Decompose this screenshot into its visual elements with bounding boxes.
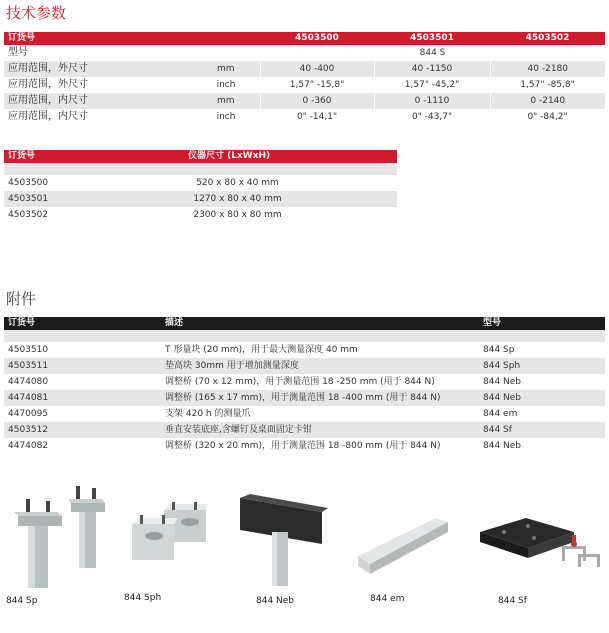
spec-cell: 40 -2180 [490, 61, 605, 77]
acc-row [4, 438, 605, 454]
spec-row [4, 61, 605, 77]
acc-desc: 支架 420 h 的测量爪 [161, 406, 479, 422]
dims-row [4, 175, 397, 191]
spec-row-unit: inch [192, 109, 260, 125]
spec-header-order-no: 订货号 [4, 32, 260, 45]
spec-header-col-2: 4503501 [374, 32, 490, 45]
spec-row-unit: mm [192, 93, 260, 109]
spec-row-unit: mm [192, 61, 260, 77]
product-caption: 844 Sf [498, 596, 527, 606]
acc-desc: 垫高块 30mm 用于增加测量深度 [161, 358, 479, 374]
acc-model: 844 Sph [479, 358, 605, 374]
dims-size: 1270 x 80 x 40 mm [78, 191, 397, 207]
spec-header-row [4, 32, 605, 45]
spec-row [4, 109, 605, 125]
product-image-844-sp [6, 484, 106, 594]
dims-row [4, 191, 397, 207]
dims-order-no: 4503501 [4, 191, 78, 207]
dims-header-size: 仪器尺寸 (LxWxH) [78, 150, 397, 163]
acc-row [4, 358, 605, 374]
acc-table [4, 317, 605, 454]
dims-order-no: 4503502 [4, 207, 78, 223]
spec-row-model [4, 45, 605, 61]
acc-order-no: 4474082 [4, 438, 161, 454]
spec-cell: 1,57" -45,2" [374, 77, 490, 93]
spec-cell: 0 -1110 [374, 93, 490, 109]
spec-row-label: 型号 [4, 45, 192, 61]
product-image-844-sf [474, 514, 602, 584]
spec-cell: 1,57" -85,8" [490, 77, 605, 93]
dims-header-row [4, 150, 397, 163]
acc-model: 844 Neb [479, 390, 605, 406]
spec-row [4, 77, 605, 93]
acc-order-no: 4503510 [4, 342, 161, 358]
spec-row-label: 应用范围，外尺寸 [4, 61, 192, 77]
product-image-844-sph [128, 502, 210, 574]
dims-row [4, 207, 397, 223]
acc-model: 844 Sf [479, 422, 605, 438]
acc-model: 844 Neb [479, 374, 605, 390]
spec-cell: 40 -1150 [374, 61, 490, 77]
acc-header-order-no: 订货号 [4, 317, 161, 330]
spec-row-label: 应用范围，内尺寸 [4, 109, 192, 125]
dims-order-no: 4503500 [4, 175, 78, 191]
spec-cell: 0" -43,7" [374, 109, 490, 125]
acc-row [4, 422, 605, 438]
acc-order-no: 4474081 [4, 390, 161, 406]
acc-row [4, 390, 605, 406]
spec-header-col-3: 4503502 [490, 32, 605, 45]
spec-row [4, 93, 605, 109]
product-caption: 844 em [370, 594, 405, 604]
acc-desc: T 形量块 (20 mm)，用于最大测量深度 40 mm [161, 342, 479, 358]
product-image-844-em [356, 512, 452, 576]
dims-size: 2300 x 80 x 80 mm [78, 207, 397, 223]
spec-row-label: 应用范围，外尺寸 [4, 77, 192, 93]
dims-size: 520 x 80 x 40 mm [78, 175, 397, 191]
acc-desc: 调整桥 (70 x 12 mm)，用于测量范围 18 -250 mm (用于 844 N) [161, 374, 479, 390]
elevation-block-front [132, 515, 178, 560]
spec-cell: 1,57" -15,8" [260, 77, 374, 93]
acc-desc: 垂直安装底座,含螺钉及桌面固定卡钳 [161, 422, 479, 438]
acc-section-title: 附件 [6, 290, 37, 308]
dims-table [4, 150, 397, 223]
acc-header-desc: 描述 [161, 317, 479, 330]
acc-desc: 调整桥 (165 x 17 mm)，用于测量范围 18 -400 mm (用于 844 N) [161, 390, 479, 406]
spec-cell: 0" -84,2" [490, 109, 605, 125]
product-caption: 844 Neb [256, 596, 295, 606]
acc-header-row [4, 317, 605, 330]
spec-cell: 40 -400 [260, 61, 374, 77]
spec-model-value: 844 S [260, 45, 605, 61]
acc-row [4, 342, 605, 358]
acc-model: 844 Sp [479, 342, 605, 358]
spec-section-title: 技术参数 [6, 4, 67, 22]
spec-cell: 0 -360 [260, 93, 374, 109]
acc-order-no: 4503512 [4, 422, 161, 438]
dims-header-order-no: 订货号 [4, 150, 78, 163]
spec-cell: 0" -14,1" [260, 109, 374, 125]
acc-model: 844 em [479, 406, 605, 422]
spec-row-label: 应用范围，内尺寸 [4, 93, 192, 109]
acc-row [4, 374, 605, 390]
t-gauge-block-left [14, 499, 62, 588]
acc-order-no: 4474080 [4, 374, 161, 390]
spec-table [4, 32, 605, 125]
acc-order-no: 4470095 [4, 406, 161, 422]
acc-row [4, 406, 605, 422]
acc-model: 844 Neb [479, 438, 605, 454]
product-caption: 844 Sph [124, 593, 162, 603]
spec-row-unit: inch [192, 77, 260, 93]
product-caption: 844 Sp [6, 596, 38, 606]
spec-header-col-1: 4503500 [260, 32, 374, 45]
t-gauge-block-right [68, 486, 105, 568]
acc-header-model: 型号 [479, 317, 605, 330]
acc-order-no: 4503511 [4, 358, 161, 374]
acc-desc: 调整桥 (320 x 20 mm)，用于测量范围 18 -800 mm (用于 844 N) [161, 438, 479, 454]
spec-cell: 0 -2140 [490, 93, 605, 109]
product-image-844-neb [236, 494, 328, 590]
